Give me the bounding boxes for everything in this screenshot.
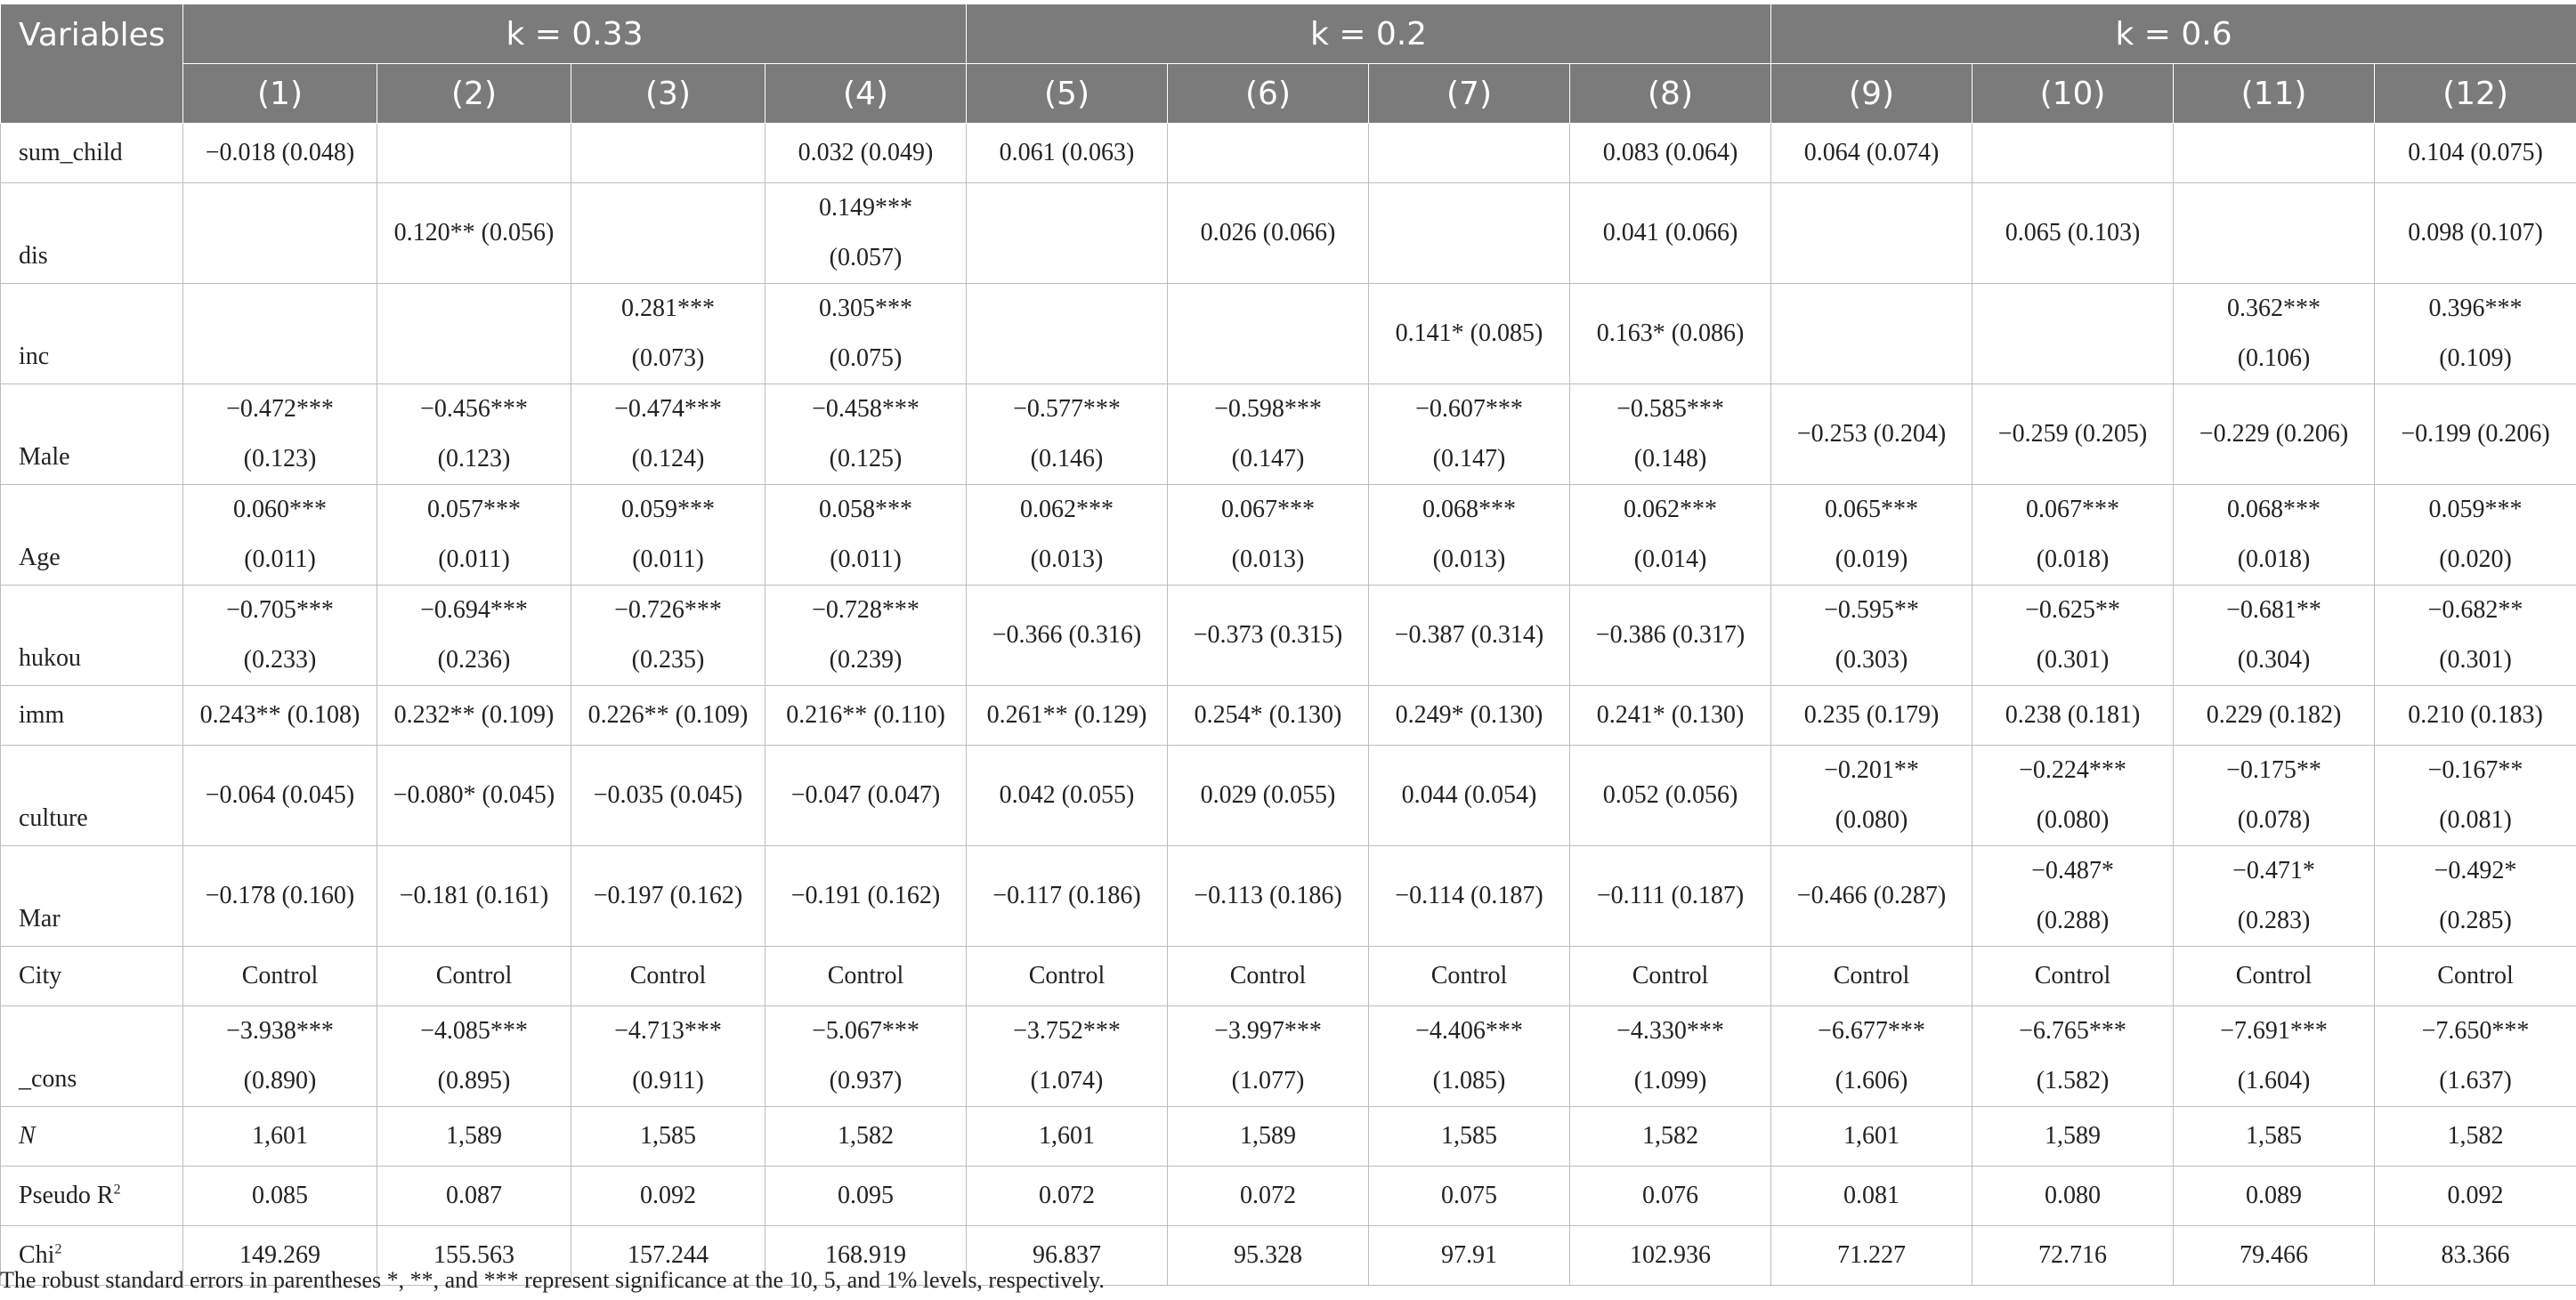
table-cell: −7.691*** (1.604): [2174, 1006, 2375, 1107]
table-cell: −3.997*** (1.077): [1168, 1006, 1369, 1107]
table-cell: −0.259 (0.205): [1973, 384, 2174, 485]
table-cell: 157.244: [571, 1226, 766, 1286]
row-label: _cons: [1, 1006, 183, 1107]
table-body: [1, 124, 2576, 1286]
table-cell: 0.044 (0.054): [1369, 746, 1570, 846]
table-cell: 0.026 (0.066): [1168, 183, 1369, 284]
table-cell: −0.253 (0.204): [1771, 384, 1973, 485]
table-cell: −0.694*** (0.236): [377, 585, 571, 686]
group-header-row: [1, 4, 2576, 64]
table-cell: 1,601: [1771, 1107, 1973, 1167]
table-cell: [571, 183, 766, 284]
table-cell: [183, 284, 377, 384]
table-cell: 0.092: [571, 1167, 766, 1226]
row-label: inc: [1, 284, 183, 384]
table-cell: 0.216** (0.110): [766, 686, 967, 746]
table-cell: 97.91: [1369, 1226, 1570, 1286]
table-cell: 0.062*** (0.014): [1570, 485, 1771, 585]
table-cell: [571, 124, 766, 183]
table-cell: −0.201** (0.080): [1771, 746, 1973, 846]
group-header-k033: k = 0.33: [183, 4, 967, 64]
table-cell: 0.080: [1973, 1167, 2174, 1226]
table-cell: 0.098 (0.107): [2375, 183, 2576, 284]
table-cell: [2174, 124, 2375, 183]
table-cell: Control: [766, 947, 967, 1006]
table-cell: [1369, 183, 1570, 284]
table-cell: [2174, 183, 2375, 284]
table-cell: −0.117 (0.186): [967, 846, 1168, 947]
table-cell: −0.705*** (0.233): [183, 585, 377, 686]
table-cell: −5.067*** (0.937): [766, 1006, 967, 1107]
table-cell: [967, 284, 1168, 384]
table-cell: 1,589: [1168, 1107, 1369, 1167]
table-cell: −0.577*** (0.146): [967, 384, 1168, 485]
table-cell: [967, 183, 1168, 284]
table-cell: −0.178 (0.160): [183, 846, 377, 947]
table-cell: 0.226** (0.109): [571, 686, 766, 746]
table-cell: 0.089: [2174, 1167, 2375, 1226]
table-cell: 0.076: [1570, 1167, 1771, 1226]
table-cell: −0.607*** (0.147): [1369, 384, 1570, 485]
table-cell: −0.492* (0.285): [2375, 846, 2576, 947]
table-cell: −0.585*** (0.148): [1570, 384, 1771, 485]
table-cell: 0.235 (0.179): [1771, 686, 1973, 746]
table-row: [1, 947, 2576, 1006]
table-row: [1, 124, 2576, 183]
table-cell: 0.059*** (0.011): [571, 485, 766, 585]
table-cell: Control: [1168, 947, 1369, 1006]
table-cell: 0.163* (0.086): [1570, 284, 1771, 384]
table-cell: 0.396*** (0.109): [2375, 284, 2576, 384]
table-cell: 0.095: [766, 1167, 967, 1226]
table-cell: [1771, 284, 1973, 384]
table-cell: 0.064 (0.074): [1771, 124, 1973, 183]
column-header-row: [1, 64, 2576, 124]
table-cell: −0.595** (0.303): [1771, 585, 1973, 686]
table-cell: −0.199 (0.206): [2375, 384, 2576, 485]
table-cell: −0.047 (0.047): [766, 746, 967, 846]
column-header: (9): [1771, 64, 1973, 124]
table-cell: Control: [571, 947, 766, 1006]
table-cell: [1168, 124, 1369, 183]
table-cell: 155.563: [377, 1226, 571, 1286]
table-cell: 0.067*** (0.018): [1973, 485, 2174, 585]
row-label: imm: [1, 686, 183, 746]
table-cell: 72.716: [1973, 1226, 2174, 1286]
column-header: (6): [1168, 64, 1369, 124]
column-header: (7): [1369, 64, 1570, 124]
column-header: (1): [183, 64, 377, 124]
table-cell: −0.726*** (0.235): [571, 585, 766, 686]
table-cell: −0.466 (0.287): [1771, 846, 1973, 947]
table-cell: 0.081: [1771, 1167, 1973, 1226]
table-cell: 96.837: [967, 1226, 1168, 1286]
table-cell: 1,582: [766, 1107, 967, 1167]
table-cell: 168.919: [766, 1226, 967, 1286]
table-row: [1, 384, 2576, 485]
table-row: [1, 686, 2576, 746]
table-cell: Control: [1369, 947, 1570, 1006]
table-cell: −0.366 (0.316): [967, 585, 1168, 686]
table-cell: 79.466: [2174, 1226, 2375, 1286]
table-cell: 83.366: [2375, 1226, 2576, 1286]
table-cell: 0.062*** (0.013): [967, 485, 1168, 585]
table-cell: 0.141* (0.085): [1369, 284, 1570, 384]
table-cell: 0.092: [2375, 1167, 2576, 1226]
table-cell: 71.227: [1771, 1226, 1973, 1286]
row-label: Male: [1, 384, 183, 485]
table-cell: Control: [1771, 947, 1973, 1006]
table-cell: 0.362*** (0.106): [2174, 284, 2375, 384]
table-cell: −0.728*** (0.239): [766, 585, 967, 686]
table-cell: 1,589: [1973, 1107, 2174, 1167]
table-cell: 102.936: [1570, 1226, 1771, 1286]
table-cell: Control: [2174, 947, 2375, 1006]
table-footnote: The robust standard errors in parentheses *, **, and *** represent significance at the 10, 5, and 1% levels, respectively.: [0, 1267, 1105, 1293]
table-cell: Control: [967, 947, 1168, 1006]
table-row: [1, 183, 2576, 284]
table-cell: 1,589: [377, 1107, 571, 1167]
table-cell: [1369, 124, 1570, 183]
table-cell: [1771, 183, 1973, 284]
table-cell: 1,585: [2174, 1107, 2375, 1167]
row-label: culture: [1, 746, 183, 846]
table-cell: 0.041 (0.066): [1570, 183, 1771, 284]
table-cell: 0.065*** (0.019): [1771, 485, 1973, 585]
table-cell: −4.085*** (0.895): [377, 1006, 571, 1107]
table-cell: 1,585: [571, 1107, 766, 1167]
table-cell: −0.386 (0.317): [1570, 585, 1771, 686]
row-label: City: [1, 947, 183, 1006]
table-cell: −0.114 (0.187): [1369, 846, 1570, 947]
table-row: [1, 1167, 2576, 1226]
table-cell: −0.197 (0.162): [571, 846, 766, 947]
table-cell: 0.072: [1168, 1167, 1369, 1226]
table-cell: 0.042 (0.055): [967, 746, 1168, 846]
table-cell: −0.387 (0.314): [1369, 585, 1570, 686]
table-row: [1, 746, 2576, 846]
table-cell: −0.471* (0.283): [2174, 846, 2375, 947]
table-cell: 0.087: [377, 1167, 571, 1226]
table-cell: −3.752*** (1.074): [967, 1006, 1168, 1107]
row-label: N: [1, 1107, 183, 1167]
table-cell: 0.058*** (0.011): [766, 485, 967, 585]
table-cell: −0.181 (0.161): [377, 846, 571, 947]
row-label: sum_child: [1, 124, 183, 183]
table-cell: −4.330*** (1.099): [1570, 1006, 1771, 1107]
table-cell: −0.229 (0.206): [2174, 384, 2375, 485]
table-row: [1, 284, 2576, 384]
column-header: (8): [1570, 64, 1771, 124]
table-cell: 0.085: [183, 1167, 377, 1226]
table-cell: 0.281*** (0.073): [571, 284, 766, 384]
table-cell: 1,601: [967, 1107, 1168, 1167]
table-cell: −0.458*** (0.125): [766, 384, 967, 485]
table-cell: [183, 183, 377, 284]
column-header: (10): [1973, 64, 2174, 124]
table-cell: −0.035 (0.045): [571, 746, 766, 846]
table-cell: [377, 124, 571, 183]
table-cell: −0.373 (0.315): [1168, 585, 1369, 686]
table-cell: −0.487* (0.288): [1973, 846, 2174, 947]
table-cell: 0.068*** (0.013): [1369, 485, 1570, 585]
table-cell: 0.241* (0.130): [1570, 686, 1771, 746]
table-cell: −6.765*** (1.582): [1973, 1006, 2174, 1107]
table-cell: Control: [1570, 947, 1771, 1006]
table-cell: −0.191 (0.162): [766, 846, 967, 947]
table-cell: 95.328: [1168, 1226, 1369, 1286]
table-cell: −0.080* (0.045): [377, 746, 571, 846]
row-label: Pseudo $R^2$: [1, 1167, 183, 1226]
table-cell: 0.059*** (0.020): [2375, 485, 2576, 585]
column-header: (3): [571, 64, 766, 124]
table-cell: −4.713*** (0.911): [571, 1006, 766, 1107]
table-cell: 0.232** (0.109): [377, 686, 571, 746]
table-row: [1, 1006, 2576, 1107]
table-cell: 149.269: [183, 1226, 377, 1286]
table-cell: Control: [183, 947, 377, 1006]
column-header: (12): [2375, 64, 2576, 124]
table-cell: Control: [1973, 947, 2174, 1006]
table-cell: 0.243** (0.108): [183, 686, 377, 746]
table-row: [1, 846, 2576, 947]
table-cell: 0.261** (0.129): [967, 686, 1168, 746]
table-cell: Control: [377, 947, 571, 1006]
table-cell: 0.120** (0.056): [377, 183, 571, 284]
table-cell: −7.650*** (1.637): [2375, 1006, 2576, 1107]
table-cell: −0.682** (0.301): [2375, 585, 2576, 686]
table-cell: −0.167** (0.081): [2375, 746, 2576, 846]
group-header-k06: k = 0.6: [1771, 4, 2576, 64]
table-cell: −0.681** (0.304): [2174, 585, 2375, 686]
row-label: Age: [1, 485, 183, 585]
table-cell: 0.210 (0.183): [2375, 686, 2576, 746]
table-cell: 0.238 (0.181): [1973, 686, 2174, 746]
table-cell: 0.057*** (0.011): [377, 485, 571, 585]
table-cell: 1,582: [2375, 1107, 2576, 1167]
table-cell: −0.018 (0.048): [183, 124, 377, 183]
table-cell: −0.472*** (0.123): [183, 384, 377, 485]
table-cell: 0.254* (0.130): [1168, 686, 1369, 746]
table-cell: 0.032 (0.049): [766, 124, 967, 183]
table-cell: −0.111 (0.187): [1570, 846, 1771, 947]
row-label: dis: [1, 183, 183, 284]
row-label: hukou: [1, 585, 183, 686]
table-cell: −6.677*** (1.606): [1771, 1006, 1973, 1107]
table-cell: 0.067*** (0.013): [1168, 485, 1369, 585]
table-cell: −4.406*** (1.085): [1369, 1006, 1570, 1107]
table-cell: −0.598*** (0.147): [1168, 384, 1369, 485]
table-cell: 1,601: [183, 1107, 377, 1167]
variables-header: Variables: [1, 4, 183, 124]
table-cell: Control: [2375, 947, 2576, 1006]
table-cell: 1,582: [1570, 1107, 1771, 1167]
regression-table: [0, 4, 2576, 1286]
table-cell: 0.065 (0.103): [1973, 183, 2174, 284]
table-cell: 0.052 (0.056): [1570, 746, 1771, 846]
table-cell: 0.060*** (0.011): [183, 485, 377, 585]
table-cell: −0.113 (0.186): [1168, 846, 1369, 947]
table-cell: −0.224*** (0.080): [1973, 746, 2174, 846]
table-cell: −0.175** (0.078): [2174, 746, 2375, 846]
column-header: (2): [377, 64, 571, 124]
regression-table-container: [0, 4, 2576, 1286]
table-cell: 0.072: [967, 1167, 1168, 1226]
table-cell: −3.938*** (0.890): [183, 1006, 377, 1107]
table-cell: 0.104 (0.075): [2375, 124, 2576, 183]
row-label: Chi$^2$: [1, 1226, 183, 1286]
table-row: [1, 585, 2576, 686]
table-row: [1, 485, 2576, 585]
column-header: (4): [766, 64, 967, 124]
table-cell: −0.064 (0.045): [183, 746, 377, 846]
table-cell: 0.149*** (0.057): [766, 183, 967, 284]
table-row: [1, 1107, 2576, 1167]
table-cell: 0.249* (0.130): [1369, 686, 1570, 746]
group-header-k02: k = 0.2: [967, 4, 1771, 64]
column-header: (5): [967, 64, 1168, 124]
table-cell: 0.068*** (0.018): [2174, 485, 2375, 585]
table-cell: [1168, 284, 1369, 384]
table-cell: 1,585: [1369, 1107, 1570, 1167]
table-cell: 0.083 (0.064): [1570, 124, 1771, 183]
table-cell: [377, 284, 571, 384]
table-cell: [1973, 124, 2174, 183]
table-cell: 0.305*** (0.075): [766, 284, 967, 384]
table-cell: −0.625** (0.301): [1973, 585, 2174, 686]
row-label: Mar: [1, 846, 183, 947]
table-cell: 0.061 (0.063): [967, 124, 1168, 183]
table-cell: 0.229 (0.182): [2174, 686, 2375, 746]
column-header: (11): [2174, 64, 2375, 124]
table-cell: 0.075: [1369, 1167, 1570, 1226]
table-cell: [1973, 284, 2174, 384]
table-cell: −0.456*** (0.123): [377, 384, 571, 485]
table-cell: 0.029 (0.055): [1168, 746, 1369, 846]
table-cell: −0.474*** (0.124): [571, 384, 766, 485]
